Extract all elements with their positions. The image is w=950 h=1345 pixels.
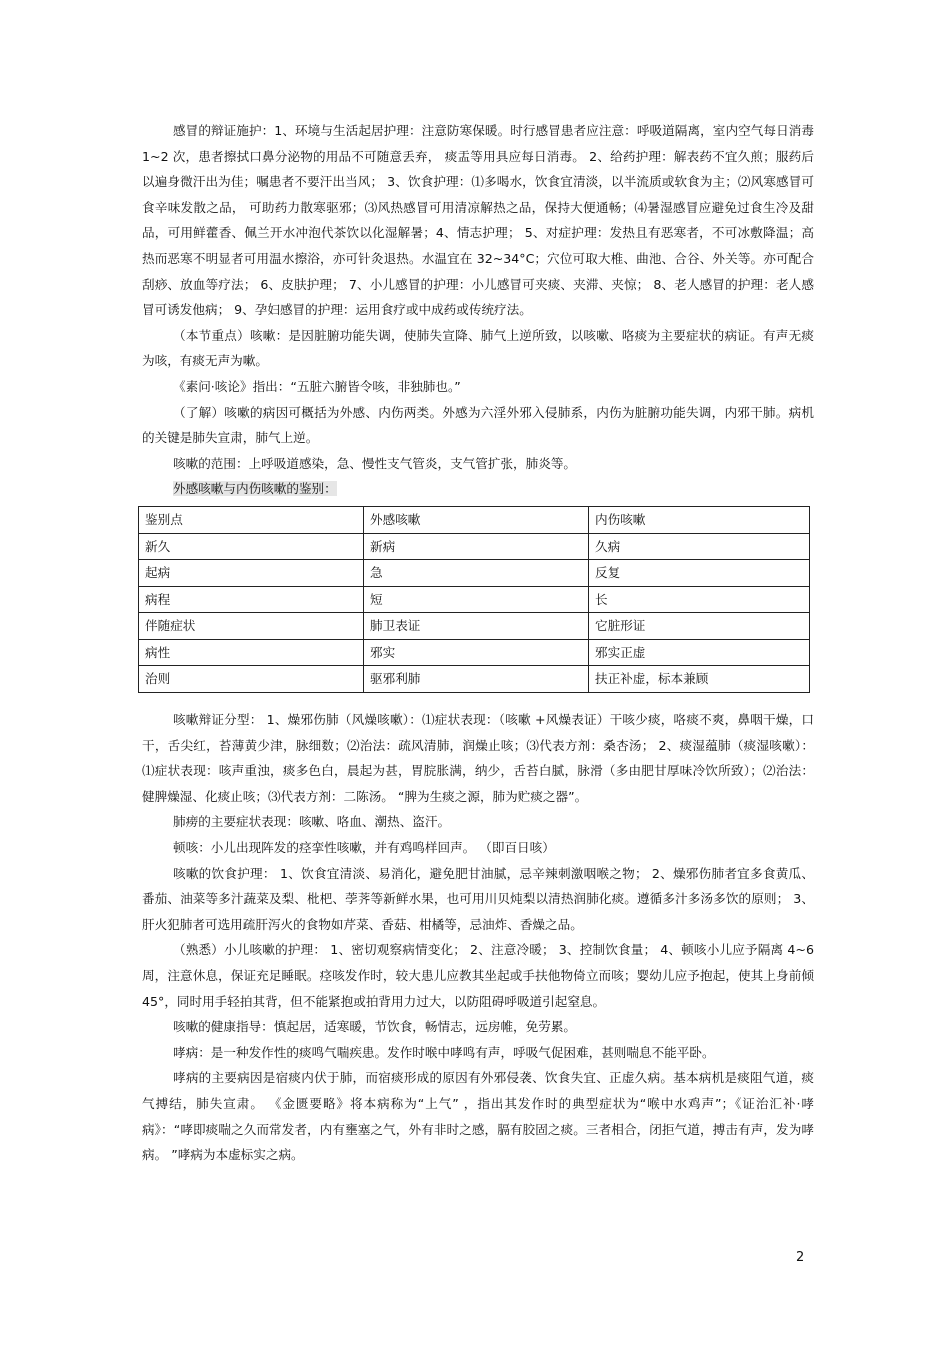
table-header-cell: 外感咳嗽 <box>364 506 589 533</box>
table-cell: 治则 <box>139 666 364 693</box>
table-cell: 新病 <box>364 533 589 560</box>
paragraph-cough-health-guidance: 咳嗽的健康指导：慎起居，适寒暖，节饮食，畅情志，远房帷，免劳累。 <box>173 1019 576 1035</box>
table-cell: 邪实正虚 <box>589 639 810 666</box>
cough-differentiation-table <box>138 506 810 693</box>
table-caption <box>142 476 814 502</box>
table-cell: 起病 <box>139 560 364 587</box>
paragraph-cough-scope: 咳嗽的范围：上呼吸道感染，急、慢性支气管炎，支气管扩张，肺炎等。 <box>173 455 576 471</box>
page-number: 2 <box>796 1250 805 1265</box>
paragraph-cough-cause: （了解）咳嗽的病因可概括为外感、内伤两类。外感为六淫外邪入侵肺系，内伤为脏腑功能失调，内邪干肺。病机的关键是肺失宣肃，肺气上逆。 <box>142 404 814 446</box>
table-cell: 扶正补虚，标本兼顾 <box>589 666 810 693</box>
table-header-cell: 鉴别点 <box>139 506 364 533</box>
paragraph-cough-syndromes: 咳嗽辩证分型： 1、燥邪伤肺（风燥咳嗽）：⑴症状表现：（咳嗽 +风燥表证）干咳少痰，咯痰不爽，鼻咽干燥，口干，舌尖红，苔薄黄少津，脉细数；⑵治法：疏风清肺，润燥止咳；⑶代表方剂：桑杏汤； 2、痰湿蕴肺（痰湿咳嗽）：⑴症状表现：咳声重浊，痰多色白，晨起为甚，胃脘胀满，纳少，舌苔白腻，脉滑（多由肥甘厚味冷饮所致）；⑵治法：健脾燥湿、化痰止咳；⑶代表方剂：二陈汤。 “脾为生痰之源，肺为贮痰之器”。 <box>142 712 814 804</box>
table-cell: 邪实 <box>364 639 589 666</box>
paragraph-asthma-cause: 哮病的主要病因是宿痰内伏于肺，而宿痰形成的原因有外邪侵袭、饮食失宜、正虚久病。基本病机是痰阻气道，痰气搏结，肺失宣肃。 《金匮要略》将本病称为“上气” ，指出其发作时的典型症状为“喉中水鸡声”；《证治汇补·哮病》：“哮即痰喘之久而常发者，内有壅塞之气，外有非时之感，膈有胶固之痰。三者相合，闭拒气道，搏击有声，发为哮病。 ”哮病为本虚标实之病。 <box>142 1070 814 1163</box>
table-cell: 长 <box>589 586 810 613</box>
table-cell: 伴随症状 <box>139 613 364 640</box>
table-cell: 新久 <box>139 533 364 560</box>
paragraph-cough-definition: （本节重点）咳嗽：是因脏腑功能失调，使肺失宣降、肺气上逆所致，以咳嗽、咯痰为主要症状的病证。有声无痰为咳，有痰无声为嗽。 <box>142 327 814 369</box>
paragraph-asthma-definition: 哮病：是一种发作性的痰鸣气喘疾患。发作时喉中哮鸣有声，呼吸气促困难，甚则喘息不能平卧。 <box>173 1044 715 1060</box>
paragraph-suwen-quote: 《素问·咳论》指出：“五脏六腑皆令咳，非独肺也。” <box>173 378 461 394</box>
table-header-row <box>139 506 810 533</box>
table-cell: 病程 <box>139 586 364 613</box>
table-cell: 肺卫表证 <box>364 613 589 640</box>
table-cell: 病性 <box>139 639 364 666</box>
table-row <box>139 613 810 640</box>
paragraph-cough-diet: 咳嗽的饮食护理： 1、饮食宜清淡、易消化，避免肥甘油腻，忌辛辣刺激咽喉之物； 2、燥邪伤肺者宜多食黄瓜、番茄、油菜等多汁蔬菜及梨、枇杷、荸荠等新鲜水果，也可用川贝炖梨以清热润肺化痰。遵循多汁多汤多饮的原则； 3、肝火犯肺者可选用疏肝泻火的食物如芹菜、香菇、柑橘等，忌油炸、香燥之品。 <box>142 865 814 932</box>
table-cell: 驱邪利肺 <box>364 666 589 693</box>
table-caption-text: 外感咳嗽与内伤咳嗽的鉴别： <box>173 481 337 497</box>
paragraph-cold-nursing: 感冒的辩证施护：1、环境与生活起居护理：注意防寒保暖。时行感冒患者应注意：呼吸道隔离，室内空气每日消毒 1~2 次，患者擦拭口鼻分泌物的用品不可随意丢弃， 痰盂等用具应每日消毒。 2、给药护理：解表药不宜久煎；服药后以遍身微汗出为佳；嘱患者不要汗出当风； 3、饮食护理：⑴多喝水，饮食宜清淡，以半流质或软食为主；⑵风寒感冒可食辛味发散之品， 可助药力散寒驱邪；⑶风热感冒可用清凉解热之品，保持大便通畅；⑷暑湿感冒应避免过食生冷及甜品，可用鲜藿香、佩兰开水冲泡代茶饮以化湿解暑；4、情志护理； 5、对症护理：发热且有恶寒者，不可冰敷降温；高热而恶寒不明显者可用温水擦浴，亦可针灸退热。水温宜在 32~34°C；穴位可取大椎、曲池、合谷、外关等。亦可配合刮痧、放血等疗法； 6、皮肤护理； 7、小儿感冒的护理：小儿感冒可夹痰、夹滞、夹惊； 8、老人感冒的护理：老人感冒可诱发他病； 9、孕妇感冒的护理：运用食疗或中成药或传统疗法。 <box>142 123 814 318</box>
table-row <box>139 560 810 587</box>
table-cell: 它脏形证 <box>589 613 810 640</box>
table-row <box>139 533 810 560</box>
paragraph-pertussis: 顿咳：小儿出现阵发的痉挛性咳嗽，并有鸡鸣样回声。 （即百日咳） <box>173 840 555 856</box>
paragraph-tuberculosis-symptoms: 肺痨的主要症状表现：咳嗽、咯血、潮热、盗汗。 <box>173 814 451 830</box>
document-body <box>142 118 814 1168</box>
table-row <box>139 666 810 693</box>
table-cell: 久病 <box>589 533 810 560</box>
table-cell: 急 <box>364 560 589 587</box>
table-cell: 反复 <box>589 560 810 587</box>
table-row <box>139 639 810 666</box>
table-cell: 短 <box>364 586 589 613</box>
table-header-cell: 内伤咳嗽 <box>589 506 810 533</box>
table-row <box>139 586 810 613</box>
paragraph-child-cough-care: （熟悉）小儿咳嗽的护理： 1、密切观察病情变化； 2、注意冷暖； 3、控制饮食量； 4、顿咳小儿应予隔离 4~6 周，注意休息，保证充足睡眠。痉咳发作时，较大患儿应教其坐起或手扶他物倚立而咳；婴幼儿应予抱起，使其上身前倾 45°，同时用手轻拍其背，但不能紧抱或拍背用力过大，以防阻碍呼吸道引起窒息。 <box>142 942 814 1009</box>
